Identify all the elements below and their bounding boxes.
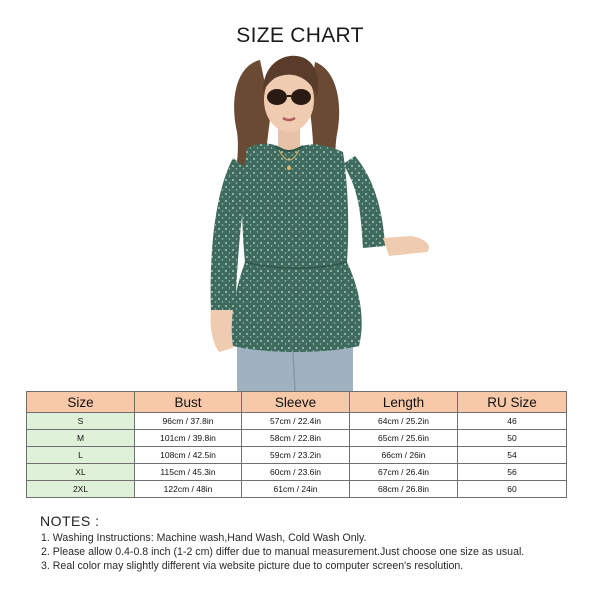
page-title: SIZE CHART: [236, 24, 364, 47]
sleeve-cell: 57cm / 22.4in: [242, 413, 350, 430]
bust-cell: 115cm / 45.3in: [135, 464, 242, 481]
bust-cell: 108cm / 42.5in: [135, 447, 242, 464]
size-cell: L: [27, 447, 135, 464]
ru-size-cell: 50: [458, 430, 567, 447]
length-cell: 64cm / 25.2in: [350, 413, 458, 430]
ru-size-cell: 56: [458, 464, 567, 481]
length-cell: 67cm / 26.4in: [350, 464, 458, 481]
size-chart-table: [26, 391, 567, 498]
table-row: [27, 413, 567, 430]
header-length: Length: [350, 392, 458, 413]
sleeve-cell: 58cm / 22.8in: [242, 430, 350, 447]
note-item: 1. Washing Instructions: Machine wash,Hand Wash, Cold Wash Only.: [41, 532, 367, 544]
sleeve-cell: 59cm / 23.2in: [242, 447, 350, 464]
table-row: [27, 430, 567, 447]
sleeve-cell: 61cm / 24in: [242, 481, 350, 498]
ru-size-cell: 54: [458, 447, 567, 464]
sleeve-cell: 60cm / 23.6in: [242, 464, 350, 481]
bust-cell: 122cm / 48in: [135, 481, 242, 498]
table-row: [27, 464, 567, 481]
notes-heading: NOTES :: [40, 513, 100, 529]
bust-cell: 101cm / 39.8in: [135, 430, 242, 447]
bust-cell: 96cm / 37.8in: [135, 413, 242, 430]
size-cell: S: [27, 413, 135, 430]
model-blouse-illustration: [175, 52, 445, 392]
size-cell: 2XL: [27, 481, 135, 498]
header-sleeve: Sleeve: [242, 392, 350, 413]
product-photo: [175, 52, 445, 392]
size-cell: M: [27, 430, 135, 447]
header-ru-size: RU Size: [458, 392, 567, 413]
length-cell: 66cm / 26in: [350, 447, 458, 464]
header-bust: Bust: [135, 392, 242, 413]
notes-list: [41, 531, 524, 573]
size-cell: XL: [27, 464, 135, 481]
table-header-row: [27, 392, 567, 413]
ru-size-cell: 46: [458, 413, 567, 430]
note-item: 3. Real color may slightly different via website picture due to computer screen's resolution.: [41, 560, 464, 572]
length-cell: 68cm / 26.8in: [350, 481, 458, 498]
table-row: [27, 481, 567, 498]
table-row: [27, 447, 567, 464]
length-cell: 65cm / 25.6in: [350, 430, 458, 447]
note-item: 2. Please allow 0.4-0.8 inch (1-2 cm) differ due to manual measurement.Just choose one size as usual.: [41, 546, 525, 558]
header-size: Size: [27, 392, 135, 413]
ru-size-cell: 60: [458, 481, 567, 498]
